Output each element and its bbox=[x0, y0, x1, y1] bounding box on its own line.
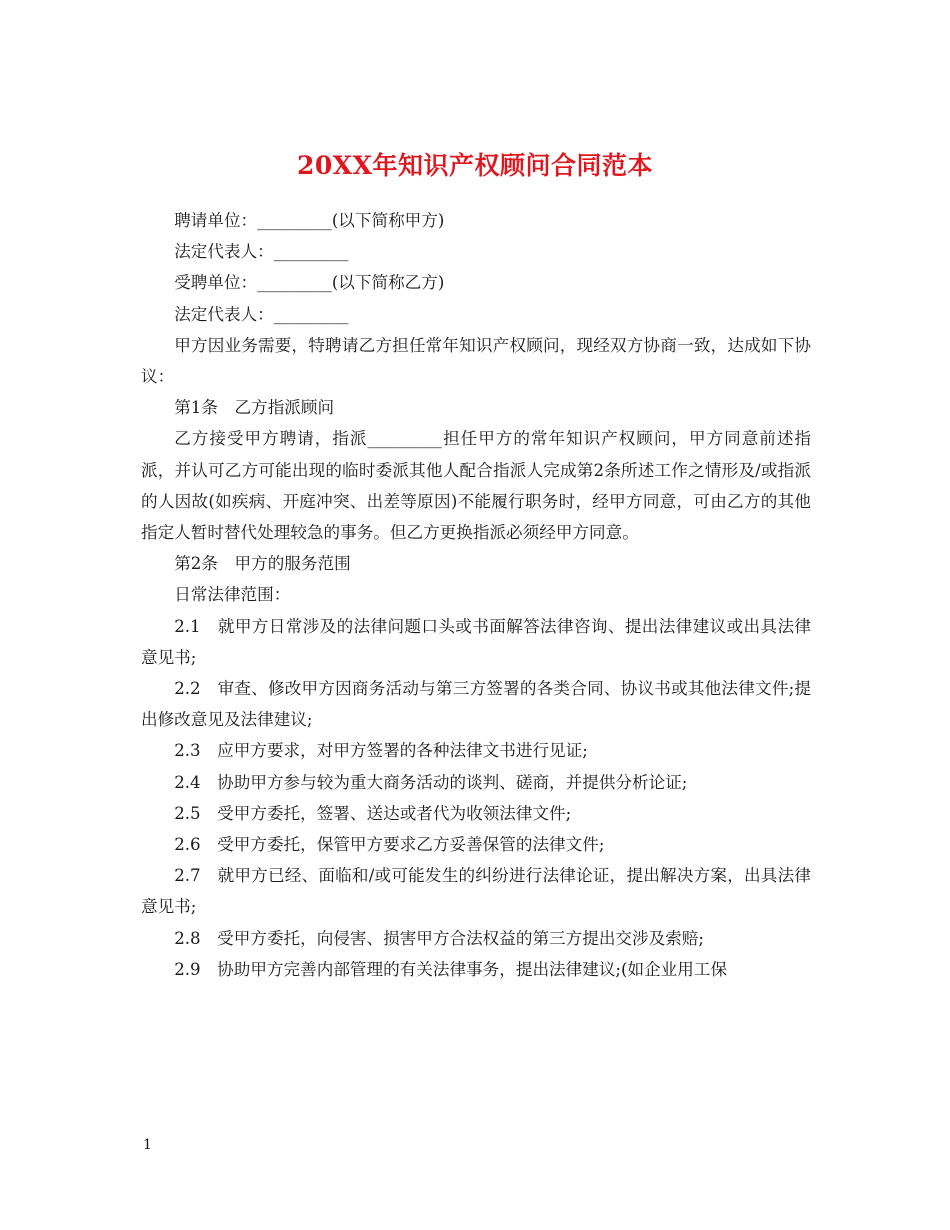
article-2-subheading: 日常法律范围： bbox=[174, 585, 291, 605]
paragraph-employee-representative: 法定代表人：_________ bbox=[174, 304, 349, 324]
clause-2-2: 2.2 审查、修改甲方因商务活动与第三方签署的各类合同、协议书或其他法律文件;提出修改意见及法律建议; bbox=[141, 679, 811, 730]
clause-2-8: 2.8 受甲方委托，向侵害、损害甲方合法权益的第三方提出交涉及索赔; bbox=[174, 928, 704, 948]
document-body bbox=[141, 205, 811, 985]
paragraph-preamble: 甲方因业务需要，特聘请乙方担任常年知识产权顾问，现经双方协商一致，达成如下协议： bbox=[141, 335, 811, 387]
clause-2-1: 2.1 就甲方日常涉及的法律问题口头或书面解答法律咨询、提出法律建议或出具法律意见书; bbox=[141, 616, 811, 667]
paragraph-employee: 受聘单位：_________(以下简称乙方) bbox=[174, 273, 445, 293]
clause-2-6: 2.6 受甲方委托，保管甲方要求乙方妥善保管的法律文件; bbox=[174, 835, 605, 855]
paragraph-employer: 聘请单位：_________(以下简称甲方) bbox=[174, 211, 445, 230]
clause-2-7: 2.7 就甲方已经、面临和/或可能发生的纠纷进行法律论证，提出解决方案，出具法律意见书; bbox=[141, 866, 811, 917]
article-1-body: 乙方接受甲方聘请，指派_________担任甲方的常年知识产权顾问，甲方同意前述指派，并认可乙方可能出现的临时委派其他人配合指派人完成第2条所述工作之情形及/或指派的人因故(如疾病、开庭冲突、出差等原因)不能履行职务时，经甲方同意，可由乙方的其他指定人暂时替代处理较急的事务。但乙方更换指派必须经甲方同意。 bbox=[141, 429, 811, 543]
clause-2-4: 2.4 协助甲方参与较为重大商务活动的谈判、磋商，并提供分析论证; bbox=[174, 772, 688, 792]
document-title: 20XX年知识产权顾问合同范本 bbox=[296, 150, 654, 180]
clause-2-9: 2.9 协助甲方完善内部管理的有关法律事务，提出法律建议;(如企业用工保 bbox=[174, 959, 728, 979]
clause-2-5: 2.5 受甲方委托，签署、送达或者代为收领法律文件; bbox=[174, 803, 572, 823]
article-1-heading: 第1条 乙方指派顾问 bbox=[174, 398, 335, 418]
page-number: 1 bbox=[143, 1137, 152, 1153]
article-2-heading: 第2条 甲方的服务范围 bbox=[174, 554, 351, 574]
clause-2-3: 2.3 应甲方要求，对甲方签署的各种法律文书进行见证; bbox=[174, 741, 588, 761]
paragraph-employer-representative: 法定代表人：_________ bbox=[174, 242, 349, 262]
